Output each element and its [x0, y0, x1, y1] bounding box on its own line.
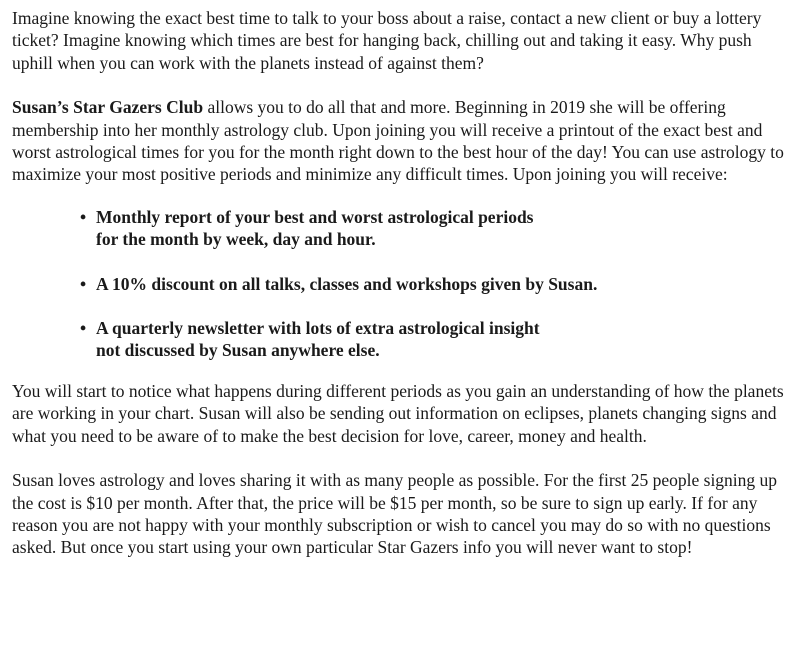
bullet-icon: • [80, 206, 87, 227]
benefit-item [80, 273, 792, 295]
benefit-item [80, 317, 792, 362]
benefit-text: A 10% discount on all talks, classes and workshops given by Susan. [96, 273, 598, 294]
benefit-item [80, 206, 792, 251]
bullet-icon: • [80, 318, 87, 339]
benefits-explanation-paragraph: You will start to notice what happens during different periods as you gain an understanding of how the planets are working in your chart. Susan will also be sending out information on eclipses, planets changing signs and what you need to be aware of to make the best decision for love, career, money and health. [12, 380, 784, 446]
club-name: Susan’s Star Gazers Club [12, 97, 204, 118]
intro-paragraph: Imagine knowing the exact best time to talk to your boss about a raise, contact a new client or buy a lottery ticket? Imagine knowing which times are best for hanging back, chilling out and taking it easy. Why push uphill when you can work with the planets instead of against them? [12, 8, 762, 73]
bullet-icon: • [80, 273, 87, 294]
club-description-paragraph [12, 96, 792, 186]
benefit-text: A quarterly newsletter with lots of extra astrological insight [96, 318, 540, 339]
club-description-text: allows you to do all that and more. Beginning in 2019 she will be offering membership into her monthly astrology club. Upon joining you will receive a printout of the exact best and worst astrological times for you for the month right down to the best hour of the day! You can use astrology to maximize your most positive periods and minimize any difficult times. Upon joining you will receive: [12, 97, 784, 185]
benefit-text: not discussed by Susan anywhere else. [96, 340, 380, 361]
benefits-list [12, 206, 792, 362]
benefit-text: for the month by week, day and hour. [96, 229, 376, 250]
pricing-paragraph: Susan loves astrology and loves sharing it with as many people as possible. For the first 25 people signing up the cost is $10 per month. After that, the price will be $15 per month, so be sure to sign up early. If for any reason you are not happy with your monthly subscription or wish to cancel you may do so with no questions asked. But once you start using your own particular Star Gazers info you will never want to stop! [12, 470, 778, 558]
benefit-text: Monthly report of your best and worst astrological periods [96, 206, 534, 227]
